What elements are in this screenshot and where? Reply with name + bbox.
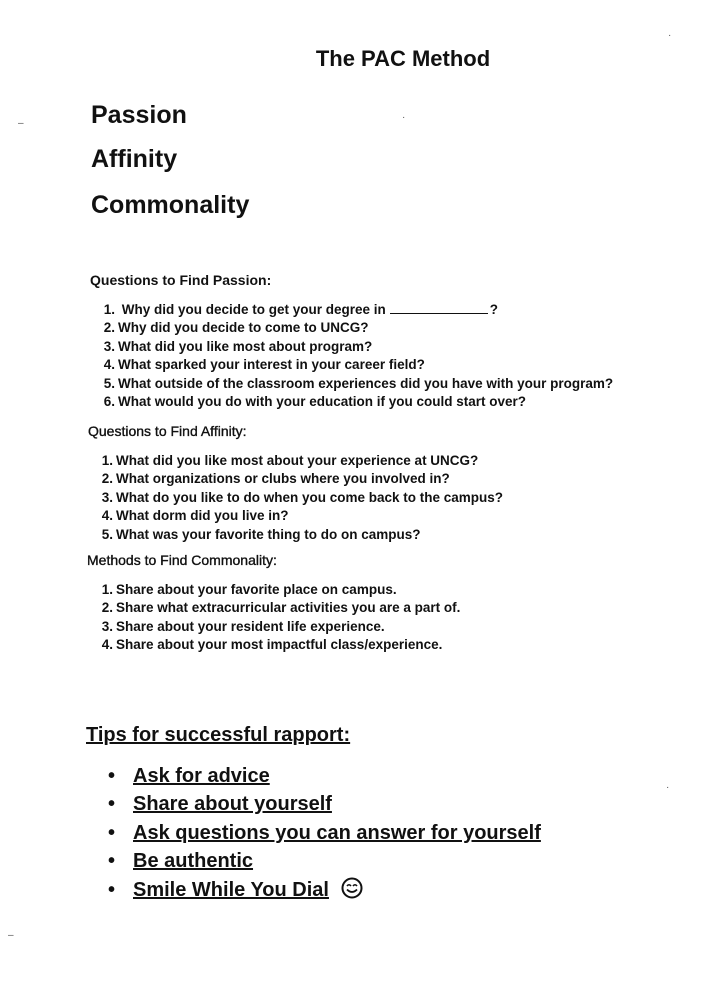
tip-text: Share about yourself <box>133 793 332 816</box>
tips-heading: Tips for successful rapport: <box>86 724 351 746</box>
method-text: Share about your favorite place on campus. <box>116 582 397 597</box>
question-text: What dorm did you live in? <box>116 508 289 524</box>
passion-questions-list <box>93 301 613 411</box>
method-text: Share about your most impactful class/experience. <box>116 637 443 653</box>
page-title: The PAC Method <box>315 46 491 71</box>
scan-speck: · <box>402 112 406 123</box>
list-item: 1. What did you like most about your experience at UNCG? <box>101 453 479 468</box>
blank-line <box>390 302 488 314</box>
list-item <box>108 819 541 847</box>
question-text: What did you like most about program? <box>118 338 373 354</box>
question-text: What do you like to do when you come back to the campus? <box>116 489 504 505</box>
question-text: What organizations or clubs where you involved in? <box>116 471 450 487</box>
list-item: 5. What outside of the classroom experiences did you have with your program? <box>103 375 614 391</box>
list-item <box>108 790 541 818</box>
commonality-methods-list <box>91 581 460 655</box>
list-item: 2. What organizations or clubs where you involved in? <box>101 471 450 487</box>
pac-term-affinity: Affinity <box>91 145 178 173</box>
question-text: Why did you decide to get your degree in <box>121 302 386 317</box>
list-item: 3. What did you like most about program? <box>103 338 373 354</box>
list-item: 5. What was your favorite thing to do on campus? <box>101 526 421 542</box>
scan-speck: · <box>668 30 672 41</box>
list-item: 3. What do you like to do when you come back to the campus? <box>101 489 504 505</box>
list-item: 6. What would you do with your education if you could start over? <box>103 393 527 409</box>
tips-list <box>108 762 541 904</box>
list-item <box>108 876 541 904</box>
bullet-icon: • <box>108 850 116 873</box>
scan-speck: · <box>666 782 670 793</box>
list-item <box>108 847 541 875</box>
question-text: What did you like most about your experience at UNCG? <box>116 453 479 468</box>
list-item: 4. What sparked your interest in your career field? <box>103 357 425 373</box>
list-item: 1. Why did you decide to get your degree in ? <box>103 302 499 317</box>
list-item: 4. What dorm did you live in? <box>101 508 289 524</box>
list-item <box>108 762 541 790</box>
question-text: What was your favorite thing to do on campus? <box>116 526 421 542</box>
tip-text: Ask for advice <box>133 765 270 787</box>
question-text: What sparked your interest in your career field? <box>118 357 425 373</box>
list-item: 2. Why did you decide to come to UNCG? <box>103 320 369 336</box>
scan-speck: – <box>18 118 24 129</box>
affinity-heading: Questions to Find Affinity: <box>88 423 247 439</box>
list-item: 1. Share about your favorite place on campus. <box>101 582 397 597</box>
affinity-questions-list <box>91 452 503 544</box>
question-text: Why did you decide to come to UNCG? <box>118 320 369 336</box>
tip-text: Ask questions you can answer for yourself <box>133 821 541 844</box>
method-text: Share what extracurricular activities you are a part of. <box>116 600 461 616</box>
scan-speck: – <box>8 930 14 941</box>
tip-text: Smile While You Dial <box>133 878 329 901</box>
tip-text: Be authentic <box>133 850 254 873</box>
bullet-icon: • <box>108 878 116 901</box>
pac-term-commonality: Commonality <box>91 191 250 219</box>
list-item: 2. Share what extracurricular activities you are a part of. <box>101 600 461 616</box>
method-text: Share about your resident life experience. <box>116 618 385 634</box>
list-item: 4. Share about your most impactful class/experience. <box>101 637 443 653</box>
smiley-face-icon <box>341 877 363 899</box>
commonality-heading: Methods to Find Commonality: <box>87 552 277 568</box>
pac-term-passion: Passion <box>91 101 187 129</box>
bullet-icon: • <box>108 821 116 844</box>
list-item: 3. Share about your resident life experience. <box>101 618 385 634</box>
question-text: What outside of the classroom experiences did you have with your program? <box>118 375 614 391</box>
bullet-icon: • <box>108 765 116 787</box>
bullet-icon: • <box>108 793 116 816</box>
question-text: What would you do with your education if you could start over? <box>118 393 527 409</box>
passion-heading: Questions to Find Passion: <box>90 272 272 288</box>
